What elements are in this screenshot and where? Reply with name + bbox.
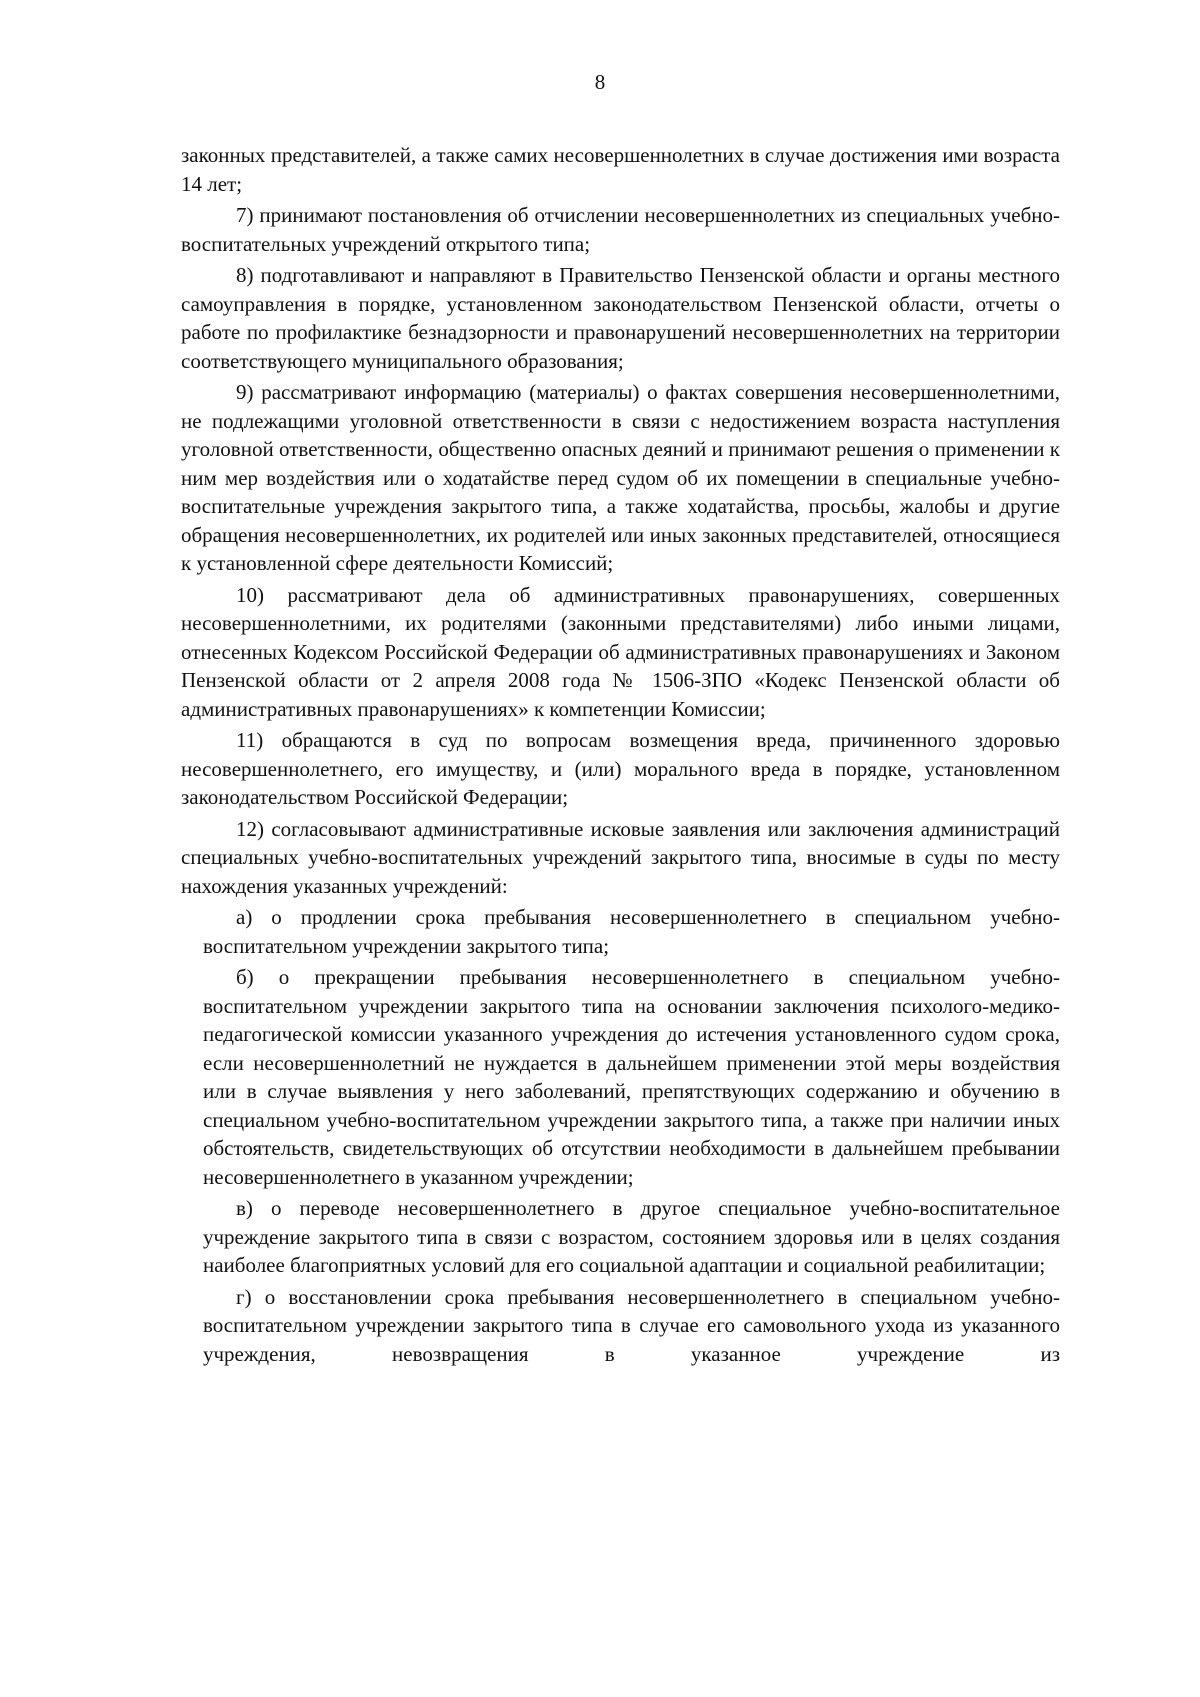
document-body [181,141,1060,1371]
page-number: 8 [594,70,606,94]
subparagraph-v: в) о переводе несовершеннолетнего в другое специальное учебно-воспитательное учреждение закрытого типа в связи с возрастом, состоянием здоровья или в целях создания наиболее благоприятных условий для его социальной адаптации и социальной реабилитации; [203,1196,1060,1277]
paragraph-item-10: 10) рассматривают дела об административных правонарушениях, совершенных несовершеннолетними, их родителями (законными представителями) либо иными лицами, отнесенных Кодексом Российской Федерации об административных правонарушениях и Законом Пензенской области от 2 апреля 2008 года № 1506-ЗПО «Кодекс Пензенской области об административных правонарушениях» к компетенции Комиссии; [181,582,1060,721]
paragraph-item-12: 12) согласовывают административные исковые заявления или заключения администраций специальных учебно-воспитательных учреждений закрытого типа, вносимые в суды по месту нахождения указанных учреждений: [181,816,1060,898]
paragraph-continuation: законных представителей, а также самих несовершеннолетних в случае достижения ими возраста 14 лет; [181,143,1060,196]
paragraph-item-11: 11) обращаются в суд по вопросам возмещения вреда, причиненного здоровью несовершеннолетнего, его имуществу, и (или) морального вреда в порядке, установленном законодательством Российской Федерации; [181,728,1060,809]
paragraph-item-8: 8) подготавливают и направляют в Правительство Пензенской области и органы местного самоуправления в порядке, установленном законодательством Пензенской области, отчеты о работе по профилактике безнадзорности и правонарушений несовершеннолетних на территории соответствующего муниципального образования; [181,263,1060,373]
subparagraph-b: б) о прекращении пребывания несовершеннолетнего в специальном учебно-воспитательном учреждении закрытого типа на основании заключения психолого-медико-педагогической комиссии указанного учреждения до истечения установленного судом срока, если несовершеннолетний не нуждается в дальнейшем применении этой меры воздействия или в случае выявления у него заболеваний, препятствующих содержанию и обучению в специальном учебно-воспитательном учреждении закрытого типа, а также при наличии иных обстоятельств, свидетельствующих об отсутствии необходимости в дальнейшем пребывании несовершеннолетнего в указанном учреждении; [203,965,1060,1189]
subparagraph-g: г) о восстановлении срока пребывания несовершеннолетнего в специальном учебно-воспитательном учреждении закрытого типа в случае его самовольного ухода из указанного учреждения, невозвращения в указанное учреждение из [203,1284,1060,1366]
paragraph-item-9: 9) рассматривают информацию (материалы) о фактах совершения несовершеннолетними, не подлежащими уголовной ответственности в связи с недостижением возраста наступления уголовной ответственности, общественно опасных деяний и принимают решения о применении к ним мер воздействия или о ходатайстве перед судом об их помещении в специальные учебно-воспитательные учреждения закрытого типа, а также ходатайства, просьбы, жалобы и другие обращения несовершеннолетних, их родителей или иных законных представителей, относящиеся к установленной сфере деятельности Комиссий; [181,380,1060,575]
subparagraph-a: а) о продлении срока пребывания несовершеннолетнего в специальном учебно-воспитательном учреждении закрытого типа; [203,905,1060,958]
paragraph-item-7: 7) принимают постановления об отчислении несовершеннолетних из специальных учебно-воспитательных учреждений открытого типа; [181,203,1060,256]
